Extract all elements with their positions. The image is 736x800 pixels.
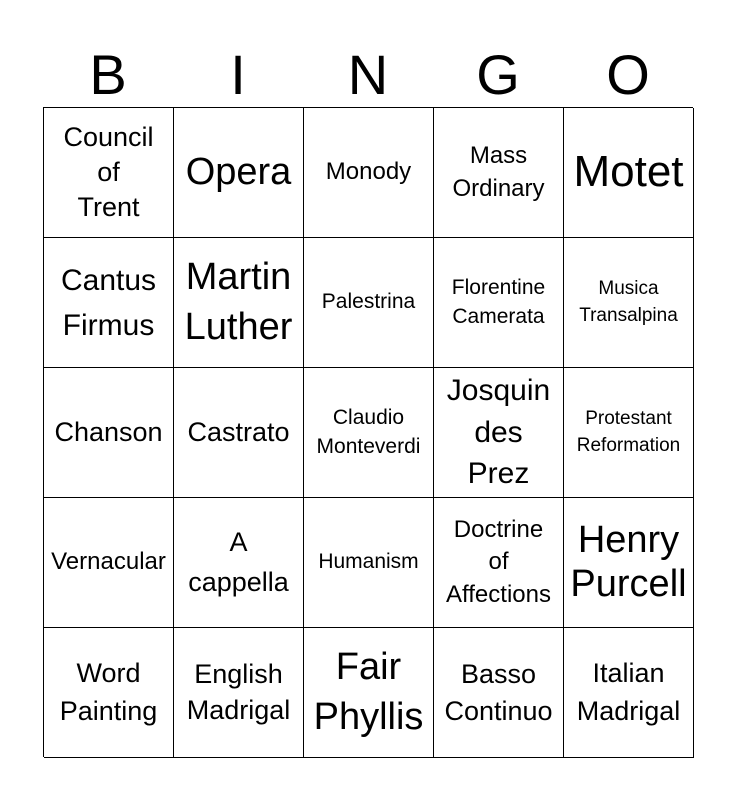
cell-text: Castrato <box>187 416 290 447</box>
cell-text: Italian Madrigal <box>576 657 681 726</box>
cell-text: Doctrine of Affections <box>446 515 551 608</box>
cell-text: Josquin des Prez <box>446 374 551 491</box>
bingo-cell[interactable] <box>564 108 694 238</box>
bingo-cell[interactable] <box>304 498 434 628</box>
bingo-cell[interactable] <box>304 238 434 368</box>
bingo-cell[interactable] <box>44 628 174 758</box>
cell-text: Florentine Camerata <box>451 276 546 328</box>
bingo-cell[interactable] <box>44 238 174 368</box>
bingo-cell[interactable] <box>304 628 434 758</box>
bingo-cell[interactable] <box>44 498 174 628</box>
bingo-cell[interactable] <box>434 108 564 238</box>
bingo-cell[interactable] <box>174 628 304 758</box>
bingo-cell[interactable] <box>304 108 434 238</box>
bingo-cell[interactable] <box>44 108 174 238</box>
cell-text: Protestant Reformation <box>576 407 681 456</box>
bingo-header <box>43 42 693 108</box>
bingo-cell[interactable] <box>434 628 564 758</box>
bingo-cell[interactable] <box>44 368 174 498</box>
cell-text: Motet <box>573 147 684 197</box>
cell-text: Mass Ordinary <box>452 142 545 202</box>
header-letter-n: N <box>347 43 389 106</box>
cell-text: English Madrigal <box>186 659 291 725</box>
header-letter-b: B <box>89 43 127 106</box>
cell-text: Fair Phyllis <box>313 646 424 738</box>
bingo-cell[interactable] <box>434 238 564 368</box>
bingo-cell[interactable] <box>304 368 434 498</box>
cell-text: Cantus Firmus <box>60 263 157 342</box>
bingo-cell[interactable] <box>434 498 564 628</box>
cell-text: Martin Luther <box>184 256 293 348</box>
header-letter-i: I <box>230 43 246 106</box>
bingo-cell[interactable] <box>564 368 694 498</box>
bingo-cell[interactable] <box>174 368 304 498</box>
bingo-cell[interactable] <box>174 238 304 368</box>
cell-text: A cappella <box>188 527 289 597</box>
bingo-board <box>43 107 693 757</box>
cell-text: Palestrina <box>321 290 416 314</box>
bingo-cell[interactable] <box>174 498 304 628</box>
bingo-cell[interactable] <box>564 238 694 368</box>
bingo-cell[interactable] <box>564 498 694 628</box>
header-letter-g: G <box>476 43 520 106</box>
cell-text: Vernacular <box>51 548 166 576</box>
cell-text: Chanson <box>54 416 163 447</box>
cell-text: Henry Purcell <box>570 518 687 605</box>
cell-text: Opera <box>185 150 292 193</box>
header-letter-o: O <box>606 43 650 106</box>
cell-text: Claudio Monteverdi <box>316 406 421 458</box>
cell-text: Word Painting <box>59 657 158 726</box>
cell-text: Basso Continuo <box>444 659 553 726</box>
cell-text: Monody <box>325 158 412 186</box>
cell-text: Council of Trent <box>63 121 154 223</box>
bingo-cell[interactable] <box>174 108 304 238</box>
cell-text: Musica Transalpina <box>579 277 678 326</box>
cell-text: Humanism <box>318 550 419 574</box>
bingo-cell[interactable] <box>434 368 564 498</box>
bingo-cell[interactable] <box>564 628 694 758</box>
